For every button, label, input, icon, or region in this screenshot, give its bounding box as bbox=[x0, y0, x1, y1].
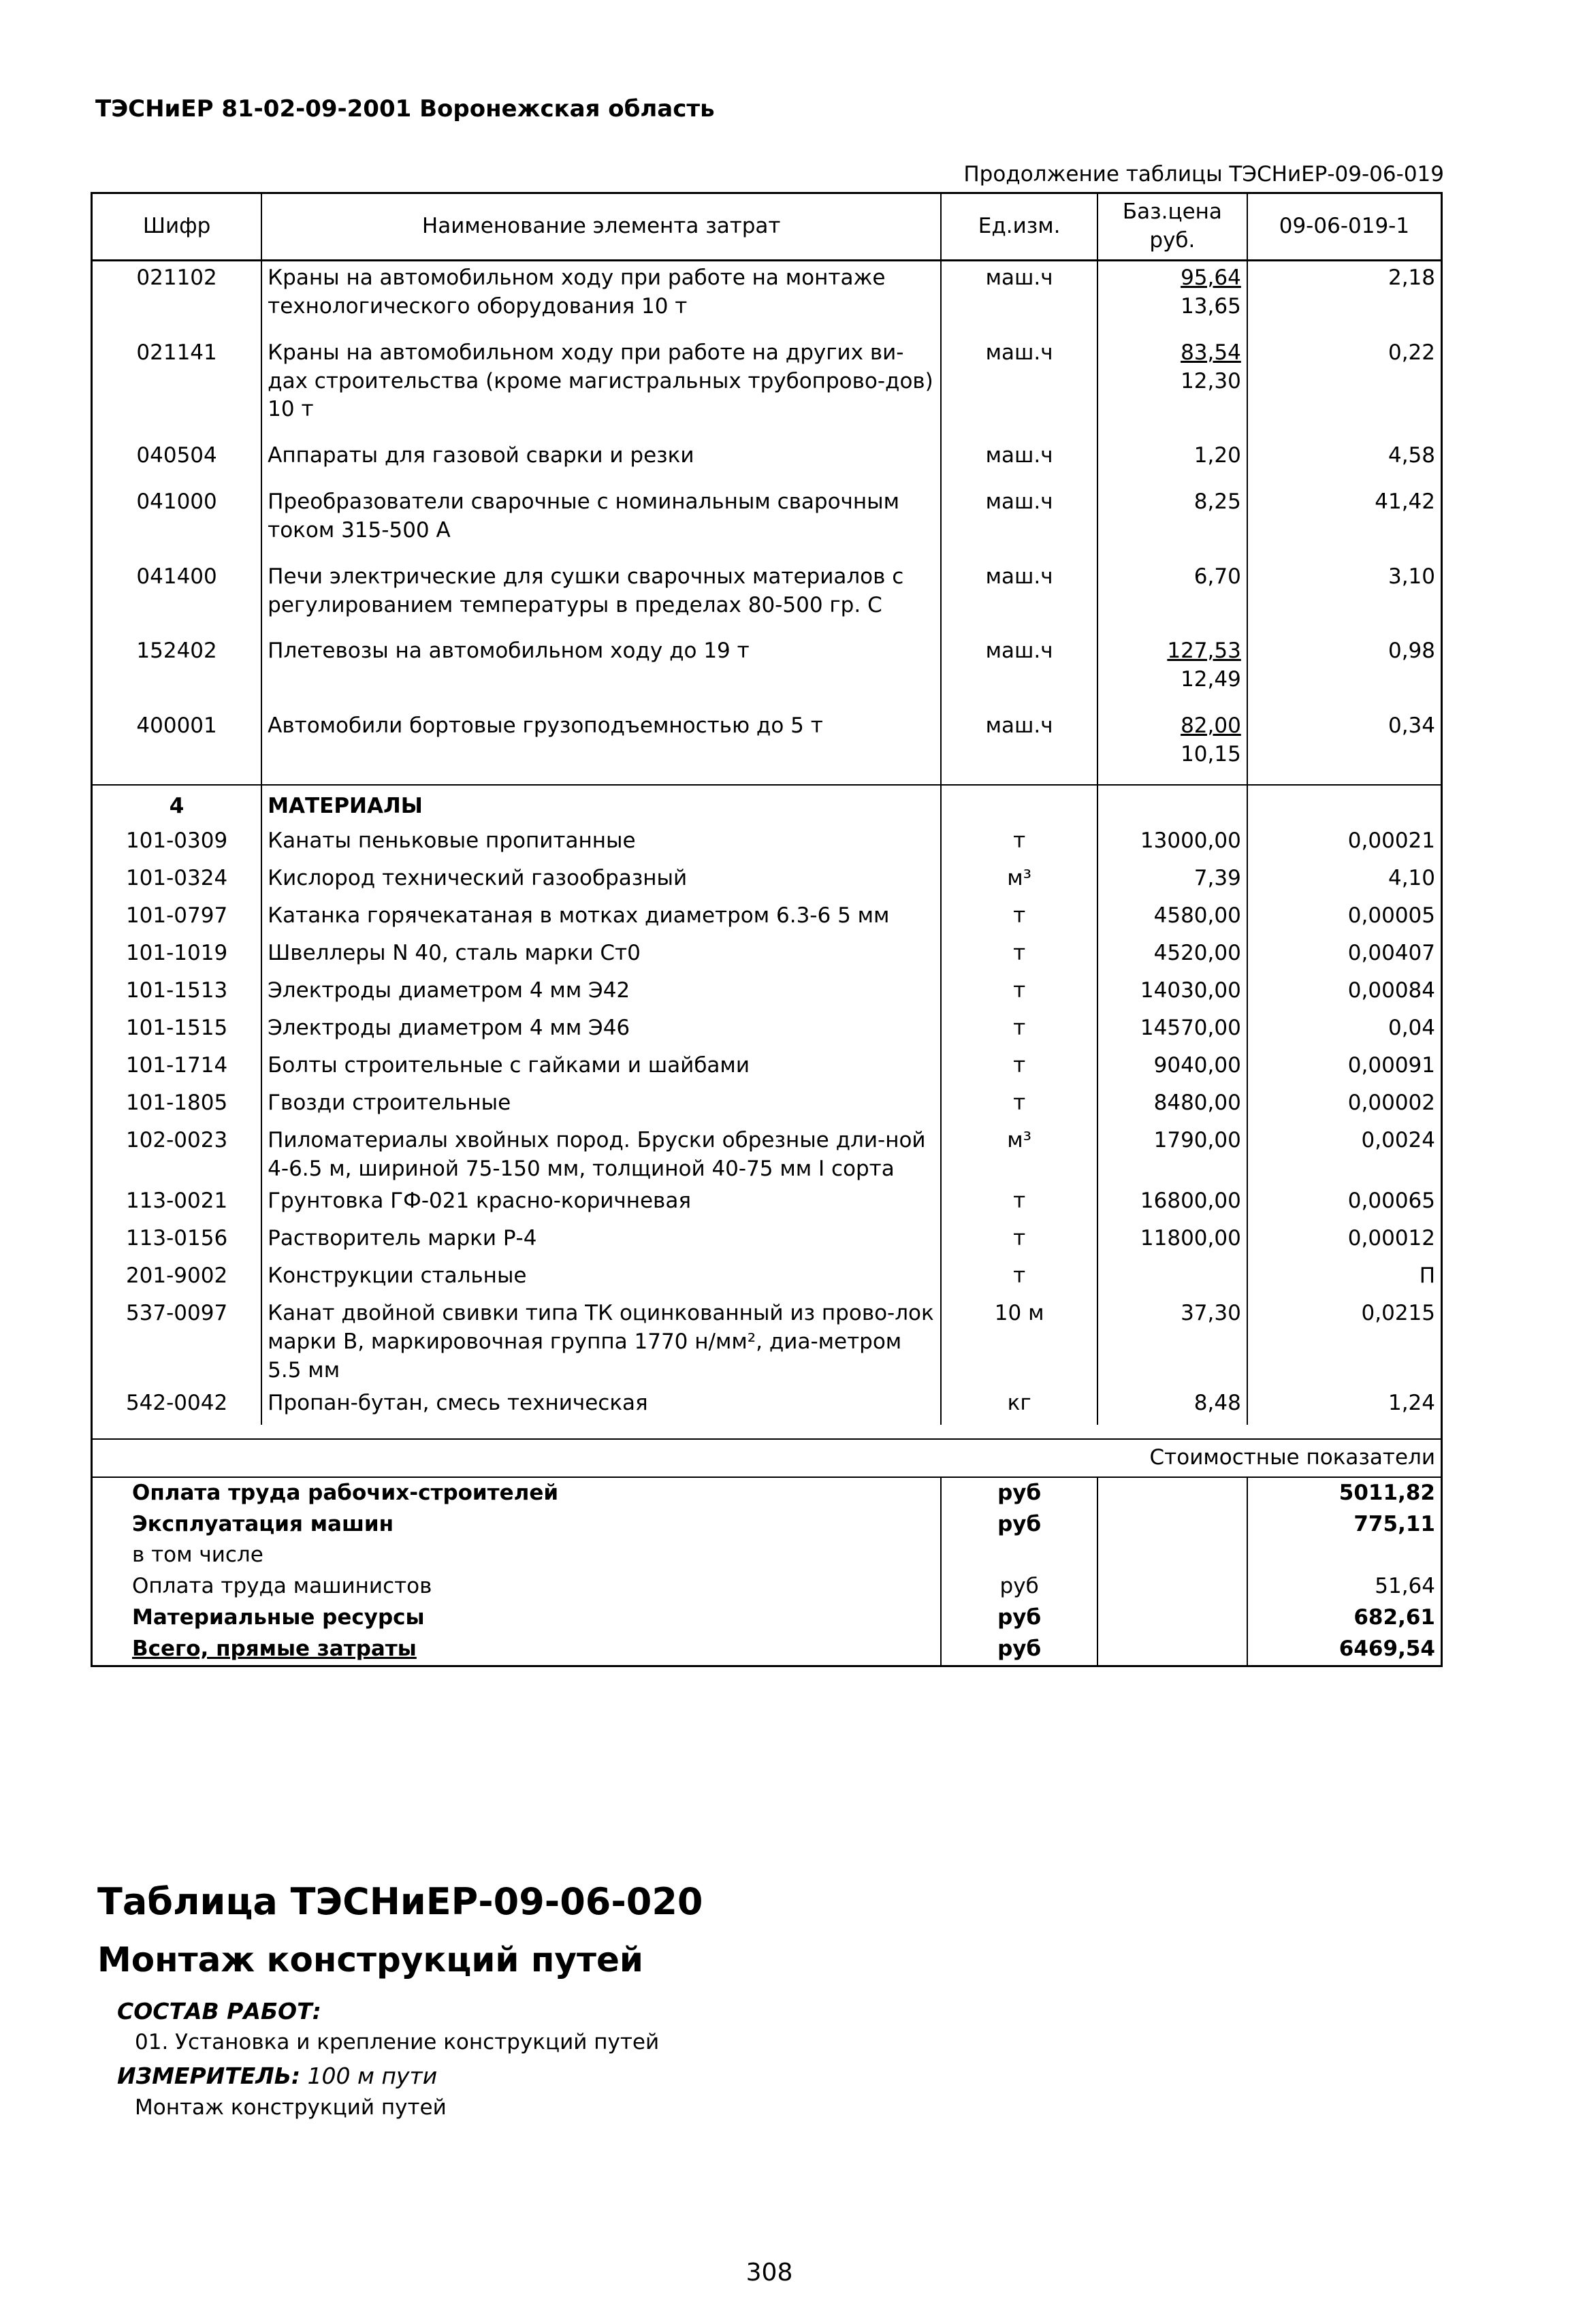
table-row bbox=[92, 1012, 1442, 1050]
cell-code: 021141 bbox=[92, 336, 262, 440]
summary-unit: руб bbox=[941, 1509, 1097, 1540]
summary-row bbox=[92, 1477, 1442, 1509]
cell-code: 021102 bbox=[92, 261, 262, 336]
table-row bbox=[92, 1050, 1442, 1087]
cell-qty: 0,98 bbox=[1247, 634, 1442, 709]
cell-code: 101-0309 bbox=[92, 825, 262, 862]
cell-price: 37,30 bbox=[1097, 1297, 1247, 1387]
cell-name: Пиломатериалы хвойных пород. Бруски обрезные дли-ной 4-6.5 м, шириной 75-150 мм, толщиной 40-75 мм I сорта bbox=[261, 1125, 941, 1186]
measure-label: ИЗМЕРИТЕЛЬ: bbox=[117, 2063, 301, 2089]
table-row bbox=[92, 634, 1442, 709]
summary-unit bbox=[941, 1540, 1097, 1571]
cell-qty: 0,00012 bbox=[1247, 1223, 1442, 1260]
summary-value: 775,11 bbox=[1247, 1509, 1442, 1540]
cell-name: Канаты пеньковые пропитанные bbox=[261, 825, 941, 862]
cell-unit: маш.ч bbox=[941, 485, 1097, 560]
cell-price bbox=[1097, 634, 1247, 709]
spacer-cell bbox=[92, 1425, 1442, 1439]
cell-code: 101-1515 bbox=[92, 1012, 262, 1050]
table-row bbox=[92, 975, 1442, 1012]
cell-name: Грунтовка ГФ-021 красно-коричневая bbox=[261, 1185, 941, 1223]
cell-unit: маш.ч bbox=[941, 560, 1097, 635]
cell-name: Растворитель марки Р-4 bbox=[261, 1223, 941, 1260]
cell-name: Гвозди строительные bbox=[261, 1087, 941, 1125]
table-row bbox=[92, 1185, 1442, 1223]
cell-code: 201-9002 bbox=[92, 1260, 262, 1297]
cell-code: 101-1513 bbox=[92, 975, 262, 1012]
table-header-row bbox=[92, 193, 1442, 261]
cell-name: Катанка горячекатаная в мотках диаметром 6.3-6 5 мм bbox=[261, 900, 941, 937]
cell-qty: 0,0215 bbox=[1247, 1297, 1442, 1387]
summary-row bbox=[92, 1540, 1442, 1571]
cell-name: Конструкции стальные bbox=[261, 1260, 941, 1297]
cell-code: 102-0023 bbox=[92, 1125, 262, 1186]
cell-price bbox=[1097, 485, 1247, 560]
summary-row bbox=[92, 1602, 1442, 1634]
summary-row bbox=[92, 1634, 1442, 1666]
cell-name: Пропан-бутан, смесь техническая bbox=[261, 1387, 941, 1425]
cell-unit: маш.ч bbox=[941, 261, 1097, 336]
cell-name: Краны на автомобильном ходу при работе на монтаже технологического оборудования 10 т bbox=[261, 261, 941, 336]
cell-price bbox=[1097, 560, 1247, 635]
empty-cell bbox=[1097, 1509, 1247, 1540]
cell-name: Швеллеры N 40, сталь марки Ст0 bbox=[261, 937, 941, 975]
summary-row bbox=[92, 1509, 1442, 1540]
table-row bbox=[92, 1223, 1442, 1260]
empty-cell bbox=[1247, 785, 1442, 825]
cost-header-row bbox=[92, 1439, 1442, 1477]
cell-unit: маш.ч bbox=[941, 336, 1097, 440]
work-item: 01. Установка и крепление конструкций путей bbox=[135, 2030, 660, 2054]
cell-code: 113-0021 bbox=[92, 1185, 262, 1223]
cell-code: 101-0797 bbox=[92, 900, 262, 937]
summary-value: 682,61 bbox=[1247, 1602, 1442, 1634]
cell-qty: 1,24 bbox=[1247, 1387, 1442, 1425]
cell-price: 13000,00 bbox=[1097, 825, 1247, 862]
cell-price: 11800,00 bbox=[1097, 1223, 1247, 1260]
cell-qty: 0,00005 bbox=[1247, 900, 1442, 937]
summary-value: 51,64 bbox=[1247, 1571, 1442, 1602]
summary-label: Оплата труда рабочих-строителей bbox=[92, 1477, 942, 1509]
cell-unit: т bbox=[941, 1223, 1097, 1260]
cell-qty: 3,10 bbox=[1247, 560, 1442, 635]
price-value: 127,53 bbox=[1167, 639, 1241, 664]
table-row bbox=[92, 1087, 1442, 1125]
cell-qty: 0,00021 bbox=[1247, 825, 1442, 862]
empty-cell bbox=[1097, 1477, 1247, 1509]
cell-qty: 0,00407 bbox=[1247, 937, 1442, 975]
page-number: 308 bbox=[746, 2259, 793, 2287]
page-header: ТЭСНиЕР 81-02-09-2001 Воронежская область bbox=[95, 95, 715, 123]
cell-code: 113-0156 bbox=[92, 1223, 262, 1260]
cell-price: 1790,00 bbox=[1097, 1125, 1247, 1186]
next-table-subtitle: Монтаж конструкций путей bbox=[97, 1940, 643, 1980]
cell-qty: 41,42 bbox=[1247, 485, 1442, 560]
table-row bbox=[92, 862, 1442, 900]
section-row-materials bbox=[92, 785, 1442, 825]
empty-cell bbox=[941, 785, 1097, 825]
table-row bbox=[92, 1260, 1442, 1297]
cell-name: Плетевозы на автомобильном ходу до 19 т bbox=[261, 634, 941, 709]
cell-name: Печи электрические для сушки сварочных материалов с регулированием температуры в пределах 80-500 гр. С bbox=[261, 560, 941, 635]
cost-header-label: Стоимостные показатели bbox=[92, 1439, 1442, 1477]
cell-unit: маш.ч bbox=[941, 439, 1097, 485]
cell-name: Электроды диаметром 4 мм Э42 bbox=[261, 975, 941, 1012]
summary-label: Эксплуатация машин bbox=[92, 1509, 942, 1540]
summary-label: Материальные ресурсы bbox=[92, 1602, 942, 1634]
cell-price: 16800,00 bbox=[1097, 1185, 1247, 1223]
price-labor-value: 12,30 bbox=[1181, 368, 1241, 393]
summary-value bbox=[1247, 1540, 1442, 1571]
cell-code: 101-0324 bbox=[92, 862, 262, 900]
cell-name: Краны на автомобильном ходу при работе на других ви-дах строительства (кроме магистральных трубопрово-дов) 10 т bbox=[261, 336, 941, 440]
measure-value: 100 м пути bbox=[307, 2063, 438, 2089]
header-name: Наименование элемента затрат bbox=[261, 193, 941, 261]
cell-qty: 0,34 bbox=[1247, 709, 1442, 785]
price-labor-value: 13,65 bbox=[1181, 293, 1241, 319]
summary-row bbox=[92, 1571, 1442, 1602]
summary-label: в том числе bbox=[92, 1540, 942, 1571]
table-row bbox=[92, 709, 1442, 785]
price-value: 1,20 bbox=[1193, 443, 1241, 468]
table-row bbox=[92, 937, 1442, 975]
cell-name: Преобразователи сварочные с номинальным сварочным током 315-500 А bbox=[261, 485, 941, 560]
cell-code: 040504 bbox=[92, 439, 262, 485]
cell-price bbox=[1097, 261, 1247, 336]
cell-unit: м³ bbox=[941, 862, 1097, 900]
table-row bbox=[92, 1297, 1442, 1387]
cell-unit: маш.ч bbox=[941, 709, 1097, 785]
cell-price bbox=[1097, 1260, 1247, 1297]
cell-code: 400001 bbox=[92, 709, 262, 785]
cell-unit: 10 м bbox=[941, 1297, 1097, 1387]
measure-description: Монтаж конструкций путей bbox=[135, 2095, 447, 2120]
cell-code: 537-0097 bbox=[92, 1297, 262, 1387]
summary-unit: руб bbox=[941, 1571, 1097, 1602]
cell-price: 14570,00 bbox=[1097, 1012, 1247, 1050]
summary-unit: руб bbox=[941, 1602, 1097, 1634]
section-label: МАТЕРИАЛЫ bbox=[261, 785, 941, 825]
spacer-row bbox=[92, 1425, 1442, 1439]
table-row bbox=[92, 439, 1442, 485]
cell-name: Автомобили бортовые грузоподъемностью до 5 т bbox=[261, 709, 941, 785]
cell-code: 542-0042 bbox=[92, 1387, 262, 1425]
cell-unit: т bbox=[941, 1012, 1097, 1050]
cell-price bbox=[1097, 709, 1247, 785]
cell-unit: т bbox=[941, 1087, 1097, 1125]
cell-qty: 4,10 bbox=[1247, 862, 1442, 900]
cell-price bbox=[1097, 439, 1247, 485]
summary-value: 6469,54 bbox=[1247, 1634, 1442, 1666]
table-row bbox=[92, 336, 1442, 440]
price-value: 6,70 bbox=[1193, 564, 1241, 589]
summary-label: Всего, прямые затраты bbox=[92, 1634, 942, 1666]
table-row bbox=[92, 1125, 1442, 1186]
cell-name: Болты строительные с гайками и шайбами bbox=[261, 1050, 941, 1087]
table-row bbox=[92, 900, 1442, 937]
price-labor-value: 12,49 bbox=[1181, 667, 1241, 692]
cell-qty: 0,22 bbox=[1247, 336, 1442, 440]
table-row bbox=[92, 825, 1442, 862]
price-value: 83,54 bbox=[1181, 340, 1241, 365]
cell-code: 152402 bbox=[92, 634, 262, 709]
empty-cell bbox=[1097, 1540, 1247, 1571]
summary-value: 5011,82 bbox=[1247, 1477, 1442, 1509]
cell-price: 4520,00 bbox=[1097, 937, 1247, 975]
cell-unit: т bbox=[941, 1260, 1097, 1297]
cell-qty: 2,18 bbox=[1247, 261, 1442, 336]
cell-price: 9040,00 bbox=[1097, 1050, 1247, 1087]
cell-price: 8,48 bbox=[1097, 1387, 1247, 1425]
cell-unit: т bbox=[941, 937, 1097, 975]
cell-name: Канат двойной свивки типа ТК оцинкованный из прово-лок марки В, маркировочная группа 1770 н/мм², диа-метром 5.5 мм bbox=[261, 1297, 941, 1387]
cell-qty: 0,00065 bbox=[1247, 1185, 1442, 1223]
summary-unit: руб bbox=[941, 1634, 1097, 1666]
header-code: Шифр bbox=[92, 193, 262, 261]
cell-unit: м³ bbox=[941, 1125, 1097, 1186]
price-value: 82,00 bbox=[1181, 713, 1241, 739]
cell-qty: 0,0024 bbox=[1247, 1125, 1442, 1186]
price-labor-value: 10,15 bbox=[1181, 741, 1241, 766]
cell-qty: 0,00091 bbox=[1247, 1050, 1442, 1087]
cell-unit: маш.ч bbox=[941, 634, 1097, 709]
cell-code: 041400 bbox=[92, 560, 262, 635]
empty-cell bbox=[1097, 1602, 1247, 1634]
cell-price: 14030,00 bbox=[1097, 975, 1247, 1012]
cell-unit: кг bbox=[941, 1387, 1097, 1425]
empty-cell bbox=[1097, 785, 1247, 825]
cell-qty: 4,58 bbox=[1247, 439, 1442, 485]
cell-unit: т bbox=[941, 1050, 1097, 1087]
table-row bbox=[92, 485, 1442, 560]
cell-unit: т bbox=[941, 975, 1097, 1012]
cell-code: 101-1805 bbox=[92, 1087, 262, 1125]
cell-unit: т bbox=[941, 825, 1097, 862]
empty-cell bbox=[1097, 1571, 1247, 1602]
header-price: Баз.цена руб. bbox=[1097, 193, 1247, 261]
cell-qty: 0,04 bbox=[1247, 1012, 1442, 1050]
cell-price: 7,39 bbox=[1097, 862, 1247, 900]
empty-cell bbox=[1097, 1634, 1247, 1666]
cell-qty: 0,00084 bbox=[1247, 975, 1442, 1012]
cell-unit: т bbox=[941, 1185, 1097, 1223]
cell-code: 101-1714 bbox=[92, 1050, 262, 1087]
header-norm: 09-06-019-1 bbox=[1247, 193, 1442, 261]
cell-price bbox=[1097, 336, 1247, 440]
cell-price: 8480,00 bbox=[1097, 1087, 1247, 1125]
cell-unit: т bbox=[941, 900, 1097, 937]
cell-code: 041000 bbox=[92, 485, 262, 560]
cell-name: Электроды диаметром 4 мм Э46 bbox=[261, 1012, 941, 1050]
cell-code: 101-1019 bbox=[92, 937, 262, 975]
next-table-title: Таблица ТЭСНиЕР-09-06-020 bbox=[97, 1880, 703, 1923]
header-unit: Ед.изм. bbox=[941, 193, 1097, 261]
cell-name: Аппараты для газовой сварки и резки bbox=[261, 439, 941, 485]
cell-price: 4580,00 bbox=[1097, 900, 1247, 937]
cell-qty: П bbox=[1247, 1260, 1442, 1297]
summary-unit: руб bbox=[941, 1477, 1097, 1509]
cell-qty: 0,00002 bbox=[1247, 1087, 1442, 1125]
table-body bbox=[92, 261, 1442, 1666]
table-row bbox=[92, 1387, 1442, 1425]
resource-table bbox=[91, 192, 1443, 1667]
price-value: 8,25 bbox=[1193, 489, 1241, 515]
table-row bbox=[92, 261, 1442, 336]
cell-name: Кислород технический газообразный bbox=[261, 862, 941, 900]
price-value: 95,64 bbox=[1181, 265, 1241, 290]
table-row bbox=[92, 560, 1442, 635]
section-number: 4 bbox=[92, 785, 262, 825]
summary-label: Оплата труда машинистов bbox=[92, 1571, 942, 1602]
continuation-note: Продолжение таблицы ТЭСНиЕР-09-06-019 bbox=[963, 162, 1444, 187]
measure-line bbox=[117, 2063, 437, 2089]
work-composition-label: СОСТАВ РАБОТ: bbox=[117, 1998, 321, 2024]
